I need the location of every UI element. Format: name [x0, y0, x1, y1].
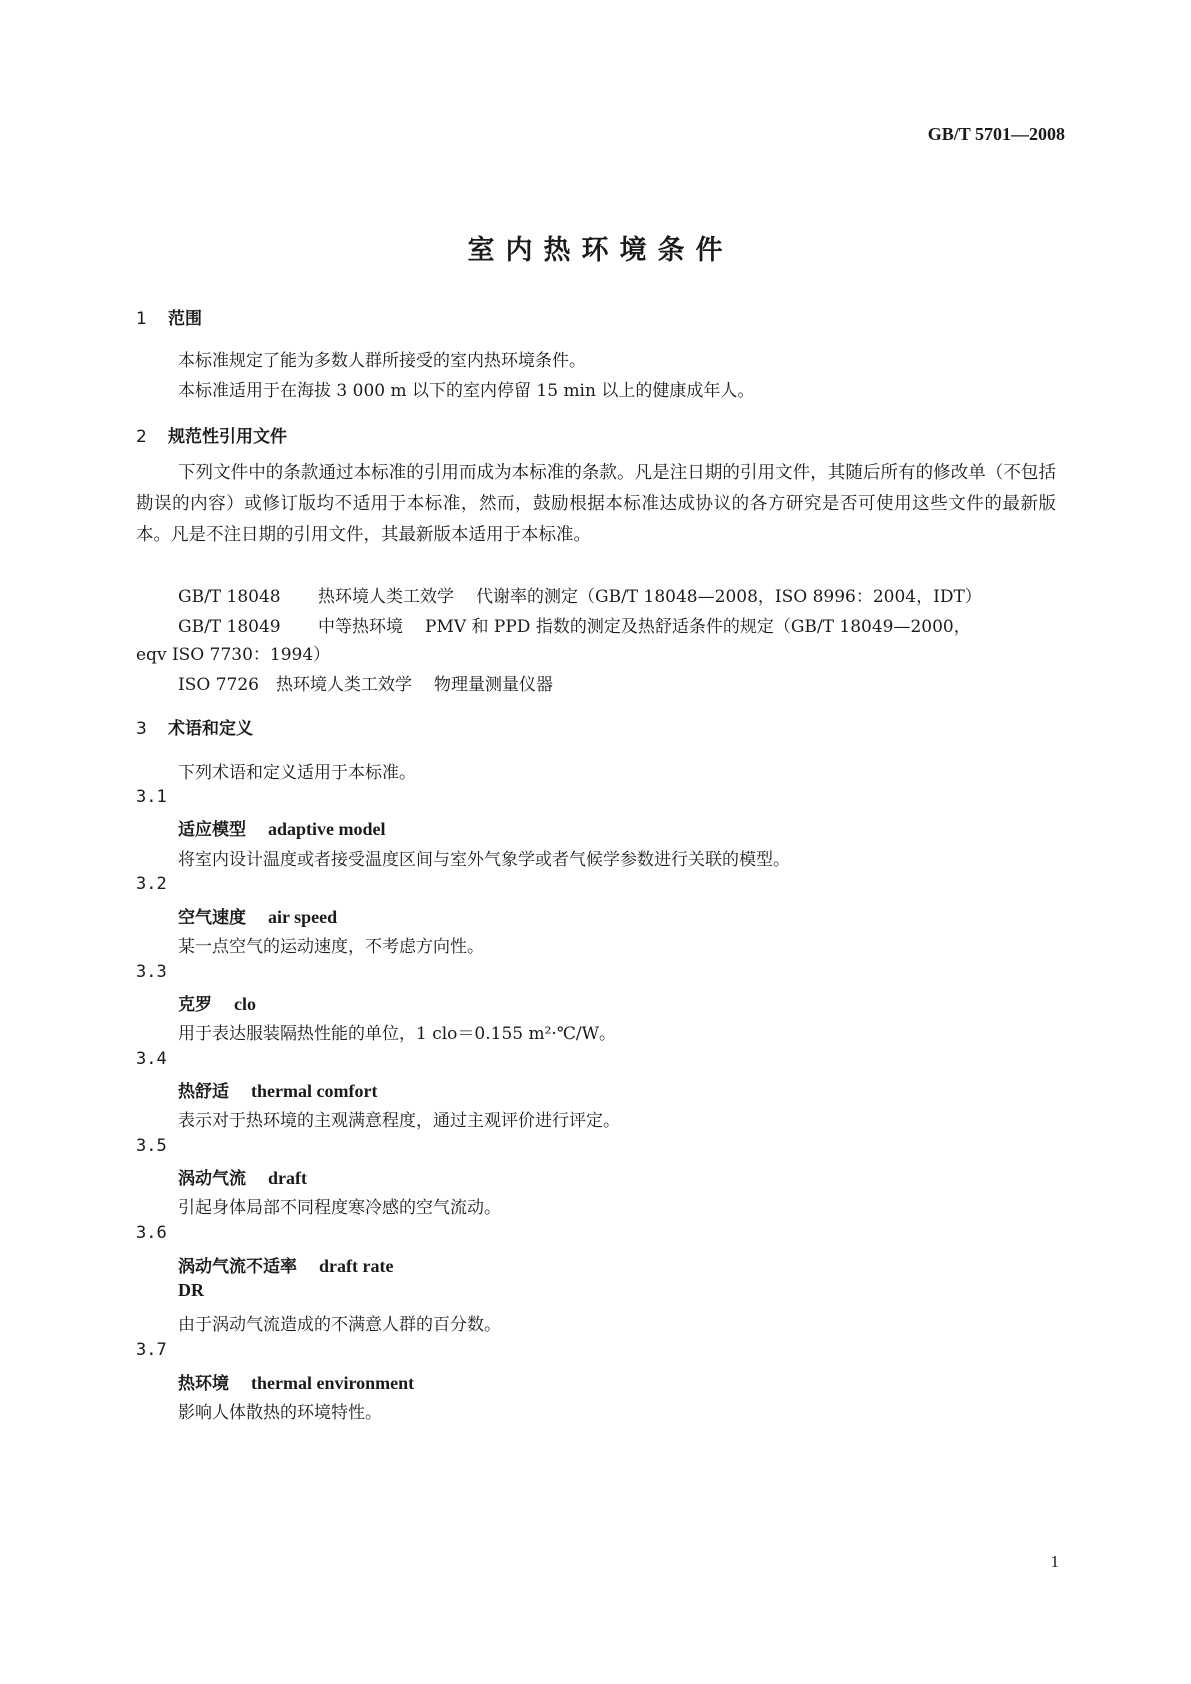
term-number: 3.3	[136, 962, 167, 982]
reference-item	[178, 582, 982, 607]
term-heading	[178, 1369, 414, 1394]
page-number: 1	[1050, 1552, 1059, 1571]
reference-title: 中等热环境	[318, 617, 403, 637]
term-heading	[178, 1252, 393, 1277]
term-abbreviation: DR	[178, 1280, 204, 1300]
term-english: draft	[268, 1168, 307, 1188]
reference-title: 热环境人类工效学	[318, 587, 454, 607]
term-chinese: 涡动气流	[178, 1169, 246, 1189]
term-number: 3.4	[136, 1049, 167, 1069]
term-chinese: 克罗	[178, 995, 212, 1015]
reference-subtitle: PMV 和 PPD 指数的测定及热舒适条件的规定（GB/T 18049—2000，	[425, 617, 971, 637]
section-heading-terms	[136, 714, 253, 739]
term-number: 3.7	[136, 1340, 167, 1360]
reference-code: GB/T 18049	[178, 617, 281, 637]
standard-code: GB/T 5701—2008	[927, 124, 1065, 144]
term-chinese: 涡动气流不适率	[178, 1257, 297, 1277]
reference-title: 热环境人类工效学	[276, 675, 412, 695]
term-definition: 影响人体散热的环境特性。	[178, 1403, 382, 1423]
terms-intro-paragraph: 下列术语和定义适用于本标准。	[178, 763, 416, 783]
term-definition: 某一点空气的运动速度，不考虑方向性。	[178, 937, 484, 957]
term-heading	[178, 1077, 377, 1102]
section-title: 范围	[168, 309, 202, 329]
term-heading	[178, 815, 386, 840]
reference-item	[178, 670, 553, 695]
term-definition: 将室内设计温度或者接受温度区间与室外气象学或者气候学参数进行关联的模型。	[178, 850, 790, 870]
reference-code: ISO 7726	[178, 675, 259, 695]
term-english: adaptive model	[268, 819, 386, 839]
term-number: 3.1	[136, 787, 167, 807]
term-english: air speed	[268, 907, 338, 927]
term-definition: 引起身体局部不同程度寒冷感的空气流动。	[178, 1198, 501, 1218]
term-chinese: 热舒适	[178, 1082, 229, 1102]
term-heading	[178, 903, 337, 928]
section-heading-scope	[136, 304, 202, 329]
reference-item-continuation: eqv ISO 7730：1994）	[136, 645, 331, 665]
term-heading	[178, 1164, 307, 1189]
reference-subtitle: 代谢率的测定（GB/T 18048—2008，ISO 8996：2004，IDT）	[476, 587, 982, 607]
term-definition: 表示对于热环境的主观满意程度，通过主观评价进行评定。	[178, 1111, 620, 1131]
scope-paragraph-2: 本标准适用于在海拔 3 000 m 以下的室内停留 15 min 以上的健康成年人。	[178, 381, 755, 401]
term-english: thermal environment	[251, 1373, 415, 1393]
section-number: 2	[136, 427, 147, 447]
term-number: 3.2	[136, 874, 167, 894]
section-title: 规范性引用文件	[168, 427, 287, 447]
term-number: 3.5	[136, 1136, 167, 1156]
term-heading	[178, 990, 256, 1015]
section-title: 术语和定义	[168, 719, 253, 739]
term-chinese: 热环境	[178, 1374, 229, 1394]
reference-subtitle: 物理量测量仪器	[434, 675, 553, 695]
term-definition: 用于表达服装隔热性能的单位，1 clo＝0.155 m²·℃/W。	[178, 1024, 617, 1044]
section-number: 1	[136, 309, 147, 329]
term-chinese: 适应模型	[178, 820, 246, 840]
term-chinese: 空气速度	[178, 908, 246, 928]
term-definition: 由于涡动气流造成的不满意人群的百分数。	[178, 1315, 501, 1335]
term-english: draft rate	[319, 1256, 394, 1276]
references-intro-paragraph: 下列文件中的条款通过本标准的引用而成为本标准的条款。凡是注日期的引用文件，其随后所有的修改单（不包括勘误的内容）或修订版均不适用于本标准，然而，鼓励根据本标准达成协议的各方研究是否可使用这些文件的最新版本。凡是不注日期的引用文件，其最新版本适用于本标准。	[136, 463, 1056, 545]
scope-paragraph-1: 本标准规定了能为多数人群所接受的室内热环境条件。	[178, 351, 586, 371]
section-number: 3	[136, 719, 147, 739]
reference-code: GB/T 18048	[178, 587, 281, 607]
section-heading-normative-references	[136, 422, 287, 447]
term-english: thermal comfort	[251, 1081, 378, 1101]
term-english: clo	[234, 994, 256, 1014]
reference-item	[178, 612, 971, 637]
term-number: 3.6	[136, 1223, 167, 1243]
document-title: 室内热环境条件	[467, 235, 734, 266]
